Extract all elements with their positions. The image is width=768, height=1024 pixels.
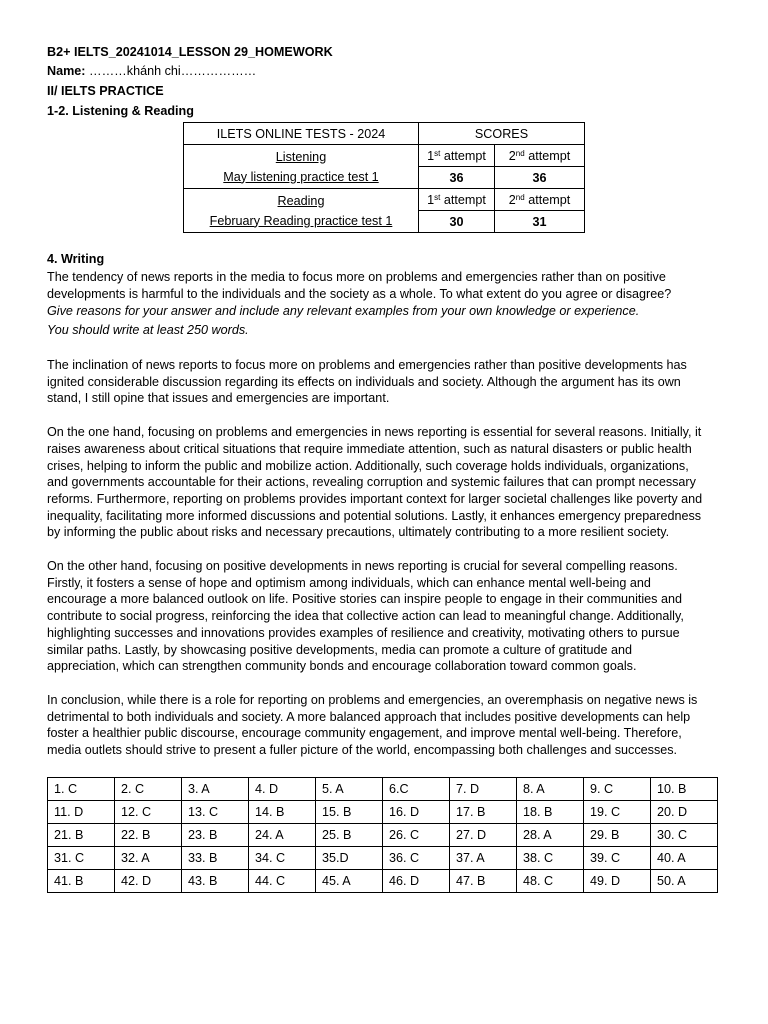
answer-cell: 15. B [316, 801, 383, 824]
answer-cell: 14. B [249, 801, 316, 824]
answer-cell: 50. A [651, 870, 718, 893]
reading-skill-label: Reading [277, 193, 325, 208]
reading-test-name: February Reading practice test 1 [209, 213, 393, 228]
answer-cell: 35.D [316, 847, 383, 870]
answer-cell: 46. D [383, 870, 450, 893]
answer-cell: 38. C [517, 847, 584, 870]
answer-cell: 19. C [584, 801, 651, 824]
writing-prompt-line: The tendency of news reports in the media to focus more on problems and emergencies rather than on positive [47, 270, 666, 284]
reading-score-1: 30 [419, 211, 495, 233]
answer-cell: 34. C [249, 847, 316, 870]
answer-cell: 33. B [182, 847, 249, 870]
answer-cell: 3. A [182, 778, 249, 801]
answer-cell: 45. A [316, 870, 383, 893]
answer-cell: 10. B [651, 778, 718, 801]
answer-cell: 25. B [316, 824, 383, 847]
reading-score-2: 31 [495, 211, 585, 233]
answer-cell: 2. C [115, 778, 182, 801]
answer-cell: 29. B [584, 824, 651, 847]
student-name-line [47, 62, 723, 81]
reading-attempt2-header: 2nd attempt [495, 189, 585, 211]
table-row [48, 801, 718, 824]
answer-cell: 31. C [48, 847, 115, 870]
answer-cell: 28. A [517, 824, 584, 847]
answer-cell: 12. C [115, 801, 182, 824]
answer-cell: 24. A [249, 824, 316, 847]
answer-cell: 5. A [316, 778, 383, 801]
name-label: Name: [47, 64, 86, 78]
answer-cell: 21. B [48, 824, 115, 847]
answer-cell: 27. D [450, 824, 517, 847]
essay-paragraph: The inclination of news reports to focus more on problems and emergencies rather than positive developments has ignited considerable discussion regarding its effects on individuals and society. Although the argument has its own stand, I still opine that issues and emergencies are important. [47, 358, 687, 406]
listening-skill-label: Listening [275, 149, 327, 164]
writing-prompt-line: developments is harmful to the individuals and the society as a whole. To what extent do you agree or disagree? [47, 286, 672, 301]
listening-test-cell [184, 145, 419, 189]
answer-key-table [47, 777, 718, 893]
name-value: ………khánh chi……………… [85, 64, 257, 78]
answer-cell: 37. A [450, 847, 517, 870]
document-page [47, 42, 723, 759]
answer-cell: 36. C [383, 847, 450, 870]
answer-cell: 30. C [651, 824, 718, 847]
answer-cell: 42. D [115, 870, 182, 893]
writing-instruction-line: Give reasons for your answer and include any relevant examples from your own knowledge or experience. [47, 304, 640, 318]
reading-test-cell [184, 189, 419, 233]
table-row [48, 824, 718, 847]
table-row [48, 847, 718, 870]
answer-cell: 20. D [651, 801, 718, 824]
answer-cell: 26. C [383, 824, 450, 847]
answer-cell: 44. C [249, 870, 316, 893]
essay-paragraph: In conclusion, while there is a role for reporting on problems and emergencies, an overemphasis on negative news is detrimental to both individuals and society. A more balanced approach that includes positive developments can help foster a healthier public discourse, encourage community engagement, and improve mental well-being. Therefore, media outlets should strive to present a fuller picture of the world, encompassing both challenges and successes. [47, 692, 698, 758]
answer-cell: 7. D [450, 778, 517, 801]
answer-cell: 13. C [182, 801, 249, 824]
scores-col1-header: ILETS ONLINE TESTS - 2024 [184, 123, 419, 145]
table-row [48, 778, 718, 801]
answer-cell: 40. A [651, 847, 718, 870]
scores-col2-header: SCORES [419, 123, 585, 145]
answer-cell: 23. B [182, 824, 249, 847]
answer-cell: 47. B [450, 870, 517, 893]
section-heading: II/ IELTS PRACTICE [47, 84, 164, 98]
answer-cell: 49. D [584, 870, 651, 893]
listening-test-name: May listening practice test 1 [223, 169, 379, 184]
writing-heading: 4. Writing [47, 252, 105, 266]
scores-table [183, 122, 585, 233]
answer-cell: 4. D [249, 778, 316, 801]
listening-attempt1-header: 1st attempt [419, 145, 495, 167]
answer-cell: 32. A [115, 847, 182, 870]
answer-cell: 41. B [48, 870, 115, 893]
listening-score-1: 36 [419, 167, 495, 189]
answer-cell: 22. B [115, 824, 182, 847]
answer-cell: 6.C [383, 778, 450, 801]
reading-attempt1-header: 1st attempt [419, 189, 495, 211]
listening-attempt2-header: 2nd attempt [495, 145, 585, 167]
document-title: B2+ IELTS_20241014_LESSON 29_HOMEWORK [47, 45, 333, 59]
answer-cell: 39. C [584, 847, 651, 870]
answer-cell: 18. B [517, 801, 584, 824]
essay-paragraph: On the one hand, focusing on problems and emergencies in news reporting is essential for several reasons. Initially, it raises awareness about critical situations that require immediate attention, such as natural disasters or public health crises, helping to inform the public and mobilize action. Additionally, such coverage holds individuals, organizations, and governments accountable for their actions, revealing corruption and systemic failures that can prompt necessary reforms. Furthermore, reporting on problems provides important context for larger societal challenges like poverty and inequality, facilitating more informed discussions and potential solutions. Lastly, it enhances emergency preparedness by informing the public about risks and necessary precautions, ultimately contributing to a more resilient society. [47, 425, 703, 540]
writing-instruction-line: You should write at least 250 words. [47, 323, 249, 337]
answer-cell: 43. B [182, 870, 249, 893]
answer-cell: 8. A [517, 778, 584, 801]
answer-cell: 16. D [383, 801, 450, 824]
answer-cell: 11. D [48, 801, 115, 824]
answer-cell: 1. C [48, 778, 115, 801]
answer-cell: 9. C [584, 778, 651, 801]
subsection-heading: 1-2. Listening & Reading [47, 104, 194, 118]
answer-cell: 17. B [450, 801, 517, 824]
table-row [48, 870, 718, 893]
answer-cell: 48. C [517, 870, 584, 893]
listening-score-2: 36 [495, 167, 585, 189]
essay-paragraph: On the other hand, focusing on positive developments in news reporting is crucial for several compelling reasons. Firstly, it fosters a sense of hope and optimism among individuals, which can enhance mental well-being and encourage a more balanced outlook on life. Positive stories can inspire people to engage in their communities and contribute to social progress, reinforcing the idea that collective action can lead to meaningful change. Additionally, highlighting successes and innovations provides examples of resilience and creativity, motivating others to pursue similar paths. Lastly, by showcasing positive developments, media can promote a culture of gratitude and appreciation, which can strengthen community bonds and encourage collaboration toward common goals. [47, 559, 684, 674]
